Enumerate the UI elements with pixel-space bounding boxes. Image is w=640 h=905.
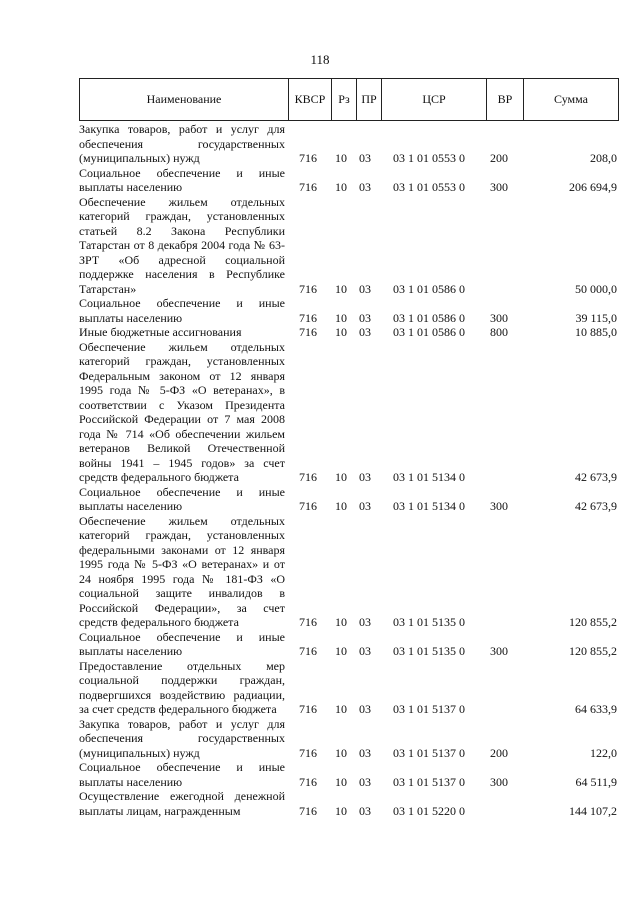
- row-vr: 200: [490, 745, 508, 760]
- row-sum: 64 511,9: [575, 774, 617, 789]
- row-pr: 03: [359, 745, 371, 760]
- row-rz: 10: [335, 745, 347, 760]
- row-rz: 10: [335, 151, 347, 165]
- row-kvsr: 716: [299, 281, 317, 296]
- row-rz: 10: [335, 803, 347, 818]
- row-sum: 42 673,9: [575, 470, 617, 484]
- row-csr: 03 1 01 5134 0: [393, 470, 465, 484]
- header-kvsr: КВСР: [288, 79, 331, 120]
- row-name: Обеспечение жильем отдельных категорий граждан, установленных статьей 8.2 Закона Республики Татарстан от 8 декабря 2004 года № 63-ЗРТ «Об адресной социальной поддержке населения в Республике Татарстан»: [79, 194, 285, 296]
- table-row: [79, 340, 619, 485]
- row-rz: 10: [335, 281, 347, 296]
- row-sum: 122,0: [590, 745, 617, 760]
- row-rz: 10: [335, 702, 347, 716]
- row-pr: 03: [359, 281, 371, 296]
- table-row: [79, 296, 619, 325]
- row-rz: 10: [335, 644, 347, 658]
- row-vr: 300: [490, 180, 508, 194]
- row-vr: 300: [490, 310, 508, 325]
- row-name: Предоставление отдельных мер социальной поддержки граждан, подвергшихся воздействию радиации, за счет средств федерального бюджета: [79, 658, 285, 716]
- row-sum: 208,0: [590, 151, 617, 165]
- row-csr: 03 1 01 0586 0: [393, 281, 465, 296]
- page-number: 118: [310, 52, 330, 67]
- table-row: [79, 485, 619, 514]
- row-name: Социальное обеспечение и иные выплаты населению: [79, 296, 285, 325]
- row-csr: 03 1 01 5220 0: [393, 803, 465, 818]
- row-sum: 120 855,2: [569, 615, 617, 629]
- row-name: Осуществление ежегодной денежной выплаты лицам, награжденным: [79, 789, 285, 818]
- table-body: [79, 122, 619, 818]
- row-name: Социальное обеспечение и иные выплаты населению: [79, 165, 285, 194]
- row-pr: 03: [359, 180, 371, 194]
- row-sum: 120 855,2: [569, 644, 617, 658]
- row-name: Иные бюджетные ассигнования: [79, 325, 242, 339]
- row-sum: 206 694,9: [569, 180, 617, 194]
- row-rz: 10: [335, 180, 347, 194]
- row-vr: 300: [490, 499, 508, 513]
- row-kvsr: 716: [299, 470, 317, 484]
- row-vr: 300: [490, 644, 508, 658]
- table-row: [79, 195, 619, 297]
- row-csr: 03 1 01 0553 0: [393, 151, 465, 165]
- row-pr: 03: [359, 151, 371, 165]
- table-row: [79, 514, 619, 630]
- row-pr: 03: [359, 803, 371, 818]
- row-csr: 03 1 01 5137 0: [393, 702, 465, 716]
- row-pr: 03: [359, 702, 371, 716]
- row-kvsr: 716: [299, 310, 317, 325]
- row-kvsr: 716: [299, 615, 317, 629]
- row-kvsr: 716: [299, 803, 317, 818]
- row-rz: 10: [335, 310, 347, 325]
- row-csr: 03 1 01 5135 0: [393, 615, 465, 629]
- header-rz: Рз: [331, 79, 356, 120]
- row-csr: 03 1 01 5135 0: [393, 644, 465, 658]
- row-pr: 03: [359, 470, 371, 484]
- row-name: Социальное обеспечение и иные выплаты населению: [79, 760, 285, 789]
- table-row: [79, 630, 619, 659]
- row-sum: 10 885,0: [575, 325, 617, 339]
- row-name: Закупка товаров, работ и услуг для обеспечения государственных (муниципальных) нужд: [79, 122, 285, 165]
- row-name: Обеспечение жильем отдельных категорий граждан, установленных федеральными законами от 12 января 1995 года № 5-ФЗ «О ветеранах» и от 24 ноября 1995 года № 181-ФЗ «О социальной защите инвалидов в Российской Федерации», за счет средств федерального бюджета: [79, 513, 285, 629]
- row-rz: 10: [335, 615, 347, 629]
- row-csr: 03 1 01 5134 0: [393, 499, 465, 513]
- table-row: [79, 760, 619, 789]
- header-name: Наименование: [146, 92, 222, 106]
- row-csr: 03 1 01 5137 0: [393, 774, 465, 789]
- row-vr: 200: [490, 151, 508, 165]
- table-row: [79, 717, 619, 761]
- row-rz: 10: [335, 325, 347, 339]
- table-row: [79, 789, 619, 818]
- row-rz: 10: [335, 470, 347, 484]
- row-kvsr: 716: [299, 774, 317, 789]
- row-pr: 03: [359, 644, 371, 658]
- row-pr: 03: [359, 310, 371, 325]
- row-csr: 03 1 01 0586 0: [393, 325, 465, 339]
- row-sum: 50 000,0: [575, 281, 617, 296]
- table-row: [79, 122, 619, 166]
- header-csr: ЦСР: [381, 79, 486, 120]
- table-row: [79, 659, 619, 717]
- row-pr: 03: [359, 325, 371, 339]
- row-name: Обеспечение жильем отдельных категорий граждан, установленных Федеральным законом от 12 января 1995 года № 5-ФЗ «О ветеранах», в соответствии с Указом Президента Российской Федерации от 7 мая 2008 года № 714 «Об обеспечении жильем ветеранов Великой Отечественной войны 1941 – 1945 годов» за счет средств федерального бюджета: [79, 339, 285, 484]
- row-pr: 03: [359, 615, 371, 629]
- row-kvsr: 716: [299, 151, 317, 165]
- row-kvsr: 716: [299, 180, 317, 194]
- row-csr: 03 1 01 0553 0: [393, 180, 465, 194]
- row-vr: 800: [490, 325, 508, 339]
- row-name: Социальное обеспечение и иные выплаты населению: [79, 484, 285, 513]
- row-sum: 144 107,2: [569, 803, 617, 818]
- row-sum: 39 115,0: [575, 310, 617, 325]
- table-row: [79, 166, 619, 195]
- row-rz: 10: [335, 499, 347, 513]
- row-name: Закупка товаров, работ и услуг для обеспечения государственных (муниципальных) нужд: [79, 716, 285, 760]
- row-csr: 03 1 01 0586 0: [393, 310, 465, 325]
- header-pr: ПР: [356, 79, 381, 120]
- table-row: [79, 325, 619, 340]
- row-kvsr: 716: [299, 499, 317, 513]
- row-pr: 03: [359, 774, 371, 789]
- row-sum: 64 633,9: [575, 702, 617, 716]
- table-header: [79, 78, 619, 121]
- header-vr: ВР: [486, 79, 523, 120]
- row-kvsr: 716: [299, 644, 317, 658]
- row-name: Социальное обеспечение и иные выплаты населению: [79, 629, 285, 658]
- row-sum: 42 673,9: [575, 499, 617, 513]
- row-kvsr: 716: [299, 702, 317, 716]
- row-vr: 300: [490, 774, 508, 789]
- header-sum: Сумма: [523, 79, 618, 120]
- row-kvsr: 716: [299, 745, 317, 760]
- row-pr: 03: [359, 499, 371, 513]
- row-csr: 03 1 01 5137 0: [393, 745, 465, 760]
- row-kvsr: 716: [299, 325, 317, 339]
- row-rz: 10: [335, 774, 347, 789]
